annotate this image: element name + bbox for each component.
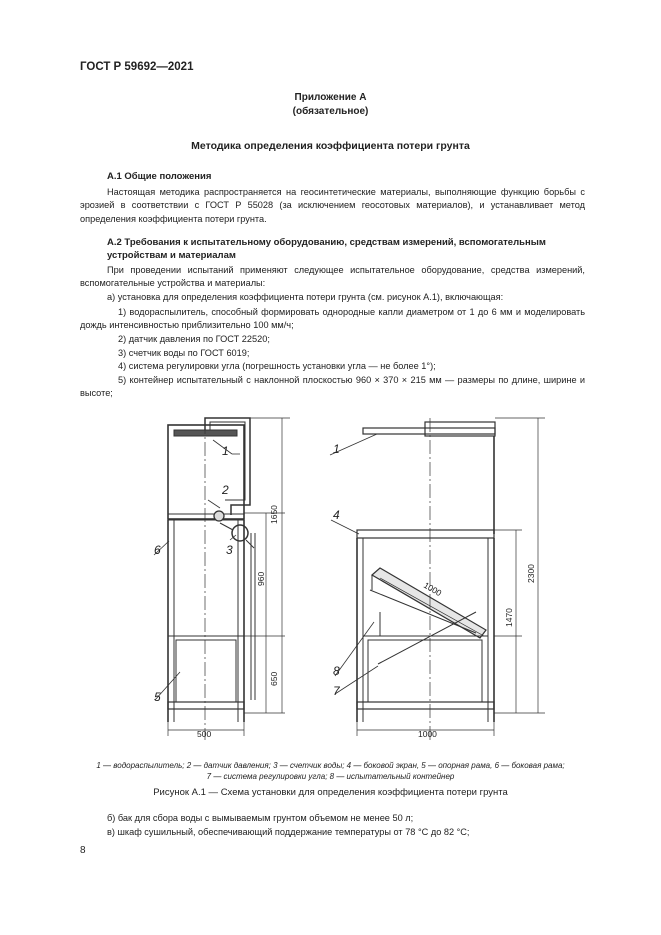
front-view — [357, 418, 495, 740]
sub-item-4: 4) система регулировки угла (погрешность установки угла — не более 1°); — [118, 361, 436, 371]
label-5-support-frame: 5 — [154, 690, 161, 704]
item-a: а) установка для определения коэффициента потери грунта (см. рисунок А.1), включающая: — [107, 292, 504, 302]
label-4-side-screen: 4 — [333, 508, 340, 522]
document-title: Методика определения коэффициента потери грунта — [191, 140, 470, 152]
dim-1000-width: 1000 — [418, 729, 437, 739]
figure-a1-diagram — [0, 405, 661, 755]
figure-caption: Рисунок А.1 — Схема установки для определения коэффициента потери грунта — [153, 787, 508, 798]
dim-500: 500 — [197, 729, 212, 739]
figure-legend-line2: 7 — система регулировки угла; 8 — испытательный контейнер — [206, 772, 455, 781]
appendix-title: Приложение А — [294, 92, 367, 103]
sub-item-2: 2) датчик давления по ГОСТ 22520; — [118, 334, 270, 344]
label-8-test-container: 8 — [333, 664, 340, 678]
label-7-angle-system: 7 — [333, 684, 340, 698]
label-2-pressure-sensor: 2 — [222, 483, 229, 497]
dimension-lines — [168, 418, 290, 736]
label-1-sprinkler-front: 1 — [333, 442, 340, 456]
section-a2-heading-line2: устройствам и материалам — [107, 250, 236, 261]
section-a2-heading-line1: А.2 Требования к испытательному оборудованию, средствам измерений, вспомогательным — [107, 237, 546, 248]
dim-1000-slope: 1000 — [422, 580, 444, 599]
dim-960: 960 — [256, 571, 266, 586]
item-b: б) бак для сбора воды с вымываемым грунтом объемом не менее 50 л; — [107, 813, 414, 823]
sub-item-3: 3) счетчик воды по ГОСТ 6019; — [118, 348, 250, 358]
appendix-kind: (обязательное) — [292, 106, 369, 117]
label-3-water-meter: 3 — [226, 543, 233, 557]
sub-item-5: 5) контейнер испытательный с наклонной плоскостью 960 × 370 × 215 мм — размеры по длине, ширине и высоте; — [80, 375, 585, 399]
dim-650: 650 — [269, 671, 279, 686]
side-view — [168, 418, 255, 740]
dim-1470: 1470 — [504, 608, 514, 627]
section-a2-intro: При проведении испытаний применяют следующее испытательное оборудование, средства измерений, вспомогательные устройства и материалы: — [80, 265, 585, 289]
label-6-side-frame: 6 — [154, 543, 161, 557]
section-a1-text: Настоящая методика распространяется на геосинтетические материалы, выполняющие функцию борьбы с эрозией в соответствии с ГОСТ Р 55028 (за исключением геосотовых материалов), и устанавливает метод определения коэффициента потери грунта. — [80, 187, 585, 224]
section-a1-heading: А.1 Общие положения — [107, 171, 212, 182]
label-1-sprinkler: 1 — [222, 444, 229, 458]
dim-1650: 1650 — [269, 505, 279, 524]
document-header: ГОСТ Р 59692—2021 — [80, 61, 194, 73]
dim-2300: 2300 — [526, 564, 536, 583]
figure-legend-line1: 1 — водораспылитель; 2 — датчик давления; 3 — счетчик воды; 4 — боковой экран, 5 — опорная рама, 6 — боковая рама; — [96, 761, 565, 770]
sub-item-1: 1) водораспылитель, способный формировать однородные капли диаметром от 1 до 6 мм и моделировать дождь интенсивностью приблизительно 100 мм/ч; — [80, 307, 585, 331]
page-number: 8 — [80, 845, 86, 856]
item-c: в) шкаф сушильный, обеспечивающий поддержание температуры от 78 °С до 82 °С; — [107, 827, 470, 837]
